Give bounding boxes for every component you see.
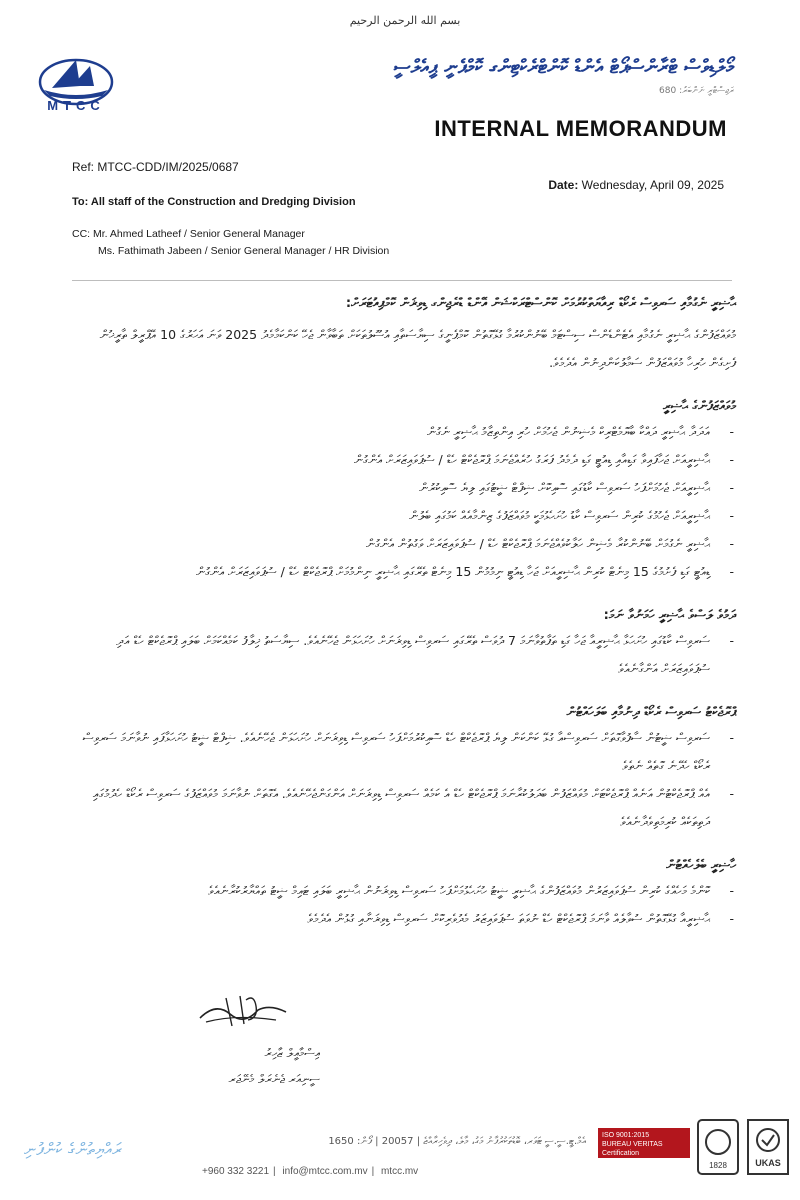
list-item: - ކޮންމެ މަހެއްގެ ކުރިން ސުޕަވައިޒަރުން މުވައްޒަފުންގެ ޙާޟިރީ ޝީޓު ހުށަހެޅުމަށްފަހު ސަރވިސް ޑިވިޜަނުން ޙާޟިރީ ބަލައި ޓައިމް ޝީޓު ތައްޔާރުކުރާނެއެވެ (72, 877, 736, 905)
bv-year: 1828 (709, 1161, 727, 1170)
logo-text: MTCC (47, 98, 105, 113)
reference-number: Ref: MTCC-CDD/IM/2025/0687 (72, 160, 239, 174)
intro-paragraph: މުވައްޒަފުންގެ ޙާޟިރީ ނެގުމާއި އެޓެންޑެންސް ސިސްޓަމް ބޭނުންކުރުމާ ގުޅޭގޮތުން ކޮމްޕެނީގެ ސިޔާސަތާއި އުސޫލުތަކަށް ތަބާވާން ޖެހޭ ކަންކަމާމެދު 2025 ވަނަ އަހަރުގެ 10 އޭޕްރީލް ތާރީޚުން ފެށިގެން ހުރިހާ މުވައްޒަފުން ސަމާލުކަންދިނުން އެދެމެވެ. (99, 327, 736, 370)
list-item: - އެއް ޕްރޮޖެކްޓުން އަނެއް ޕްރޮޖެކްޓަށް މުވައްޒަފުން ބަދަލުކުރާނަމަ ޕްރޮޖެކްޓް ހެޑް އެ ކަމެއް ސަރވިސް ޑިވިޜަނަށް އަންގަންޖެހޭނެއެވެ. އެގޮތަށް ނުވާނަމަ މުވައްޒަފުގެ ސަރވިސް ރެކޯޑް ހެދުމުގައި ދަތިތަކެއް ކުރިމަތިވެދާނެއެވެ (72, 780, 736, 836)
list-item: - ޙާޟިރީއާ ގުޅޭގޮތުން ސުވާލެއް ވާނަމަ ޕްރޮޖެކްޓް ހެޑް ނުވަތަ ސުޕަވައިޒަރު މެދުވެރިކޮށް ސަރވިސް ޑިވިޜަނާއި ގުޅުން އެދެމެވެ (72, 905, 736, 933)
list-item: - ޙާޟިރީއަށް ޖެހުމަށްފަހު ސަރވިސް ކާޑުގައި ސޮއިކޮށް ޝިފްޓް ޝީޓުގައި ލިޔެ ސޮއިކުރުން (72, 474, 736, 502)
bismillah: بسم الله الرحمن الرحيم (349, 14, 461, 27)
date-value: Wednesday, April 09, 2025 (581, 178, 724, 192)
ukas-icon (744, 1118, 792, 1176)
address-text: އެމް.ޓީ.ސީ.ސީ ޓަވަރ، ބޮޑުތަކުރުފާނު މަގު، މާލެ، ދިވެހިރާއްޖެ (423, 1136, 586, 1147)
footer-contacts: +960 332 3221 | info@mtcc.com.mv | mtcc.mv (202, 1166, 419, 1177)
list-item: - ޙާޟިރީއަށް ޖެހުމުގެ ކުރިން ސަރވިސް ކާޑު ހުށަހެޅުމަކީ މުވައްޒަފުގެ ޒިންމާއެއް ކަމުގައި ބެލުން (72, 502, 736, 530)
postal-code: 20057 (381, 1136, 414, 1147)
section-heading: މުވައްޒަފުންގެ ޙާޟިރީ (662, 399, 736, 414)
registration-number: ރަޖިސްޓްރީ ނަންބަރު: 680 (659, 86, 734, 96)
signature-mark (196, 992, 296, 1032)
service-record-list (72, 724, 736, 836)
email-link[interactable]: info@mtcc.com.mv (282, 1166, 368, 1177)
footer-address: އެމް.ޓީ.ސީ.ސީ ޓަވަރ، ބޮޑުތަކުރުފާނު މަގު، މާލެ، ދިވެހިރާއްޖެ | 20057 | ފޯން: 1650 (328, 1136, 586, 1147)
section-heading: ހާޟިރީ ބެލެހެއްޓުން (666, 858, 736, 873)
iso-line: ISO 9001:2015 (602, 1132, 650, 1139)
list-item: - އަދަދާ ޙާޟިރީ ދައްކާ ބާޔޮމެޓްރިކް މެޝިނުން ޖެހުމަށް ހުރި އިންތިޒާމު ޙާޟިރީ ނެގުން (72, 418, 736, 446)
org-name: މޯލްޑިވްސް ޓްރާންސްޕޯޓް އެންޑް ކޮންޓްރެކްޓިންގ ކޮމްޕެނީ ޕީއެލްސީ (393, 56, 734, 78)
section-heading: ޕްރޮޖެކްޓު ސަރވިސް ރެކޯޑް ދިނުމާއި ބަލަހައްޓުން (566, 705, 736, 720)
list-item: - ސަރވިސް ޝީޓުން ސާފުވާގޮތަށް ސަރވިސްއާ ގުޅޭ ކަންކަން ލިޔެ ޕްރޮޖެކްޓް ހެޑް ސޮއިކުރުމަށްފަހު ސަރވިސް ޑިވިޜަނަށް ހުށަހަޅަން ޖެހޭނެއެވެ. ޝިފްޓް ޝީޓު ހުށަހަޅާފައި ނުވާނަމަ ސަރވިސް ރެކޯޑް ހެދޭނެ ގޮތެއް ނެތެވެ (72, 724, 736, 780)
iso-line: BUREAU VERITAS (602, 1141, 663, 1148)
cc-line: CC: Mr. Ahmed Latheef / Senior General Manager (72, 228, 305, 240)
bureau-veritas-icon (694, 1118, 742, 1176)
ukas-label: UKAS (755, 1158, 781, 1168)
monitoring-list (72, 877, 736, 933)
phone-label: ފޯން: (356, 1136, 372, 1147)
iso-badge (598, 1128, 690, 1158)
phone-number[interactable]: +960 332 3221 (202, 1166, 270, 1177)
memo-date (548, 178, 724, 192)
footer-slogan: ރައްޔިތުންގެ ކުންފުނި (24, 1140, 123, 1160)
date-label: Date: (548, 178, 579, 192)
hotline: 1650 (328, 1136, 354, 1147)
list-item: - ޙާޟިރީއަށް ޖަހާފައިވާ ގަޑިއާއި ޑިއުޓީ ގަޑި ދެމެދު ފަރަގު ހުރެއްޖެނަމަ ޕްރޮޖެކްޓް ހެޑް / ސުޕަވައިޒަރަށް އެންގުން (72, 446, 736, 474)
website-link[interactable]: mtcc.mv (380, 1166, 419, 1177)
attendance-list (72, 418, 736, 586)
signer-title: ސީނިއަރ ޖެނެރަލް މެނޭޖަރ (228, 1072, 320, 1086)
divider (72, 280, 732, 281)
late-list (72, 627, 736, 683)
cc-line: Ms. Fathimath Jabeen / Senior General Manager / HR Division (98, 245, 390, 257)
cc-block (72, 226, 389, 260)
signer-name: އިސްމާއީލް ޒާހިރު (264, 1046, 320, 1060)
memo-body (72, 296, 736, 933)
memo-title: INTERNAL MEMORANDUM (434, 116, 727, 141)
list-item: - ޙާޟިރީ ނެގުމަށް ބޭނުންކުރާ މެޝިން ހަލާކުވެއްޖެނަމަ ޕްރޮޖެކްޓް ހެޑް / ސުޕަވައިޒަރަށް ވަގުތުން އެންގުން (72, 530, 736, 558)
section-heading: ދަމުވެ ލަސްވެ ޙާޟިރީ ހަމަނުވާ ނަމަ: (603, 608, 736, 623)
list-item: - ސަރވިސް ކާޑުގައި ހުށަހަޅާ ޙާޟިރީއާ ޖަހާ ގަޑި ތަފާތުވާނަމަ 7 ދުވަސް ތެރޭގައި ސަރވިސް ޑިވިޜަނަށް ހުށަހަޅަން ޖެހޭނެއެވެ. ސިޔާސަތު ޚިލާފު ކަމެއްކަމަށް ބަލައި ޕްރޮޖެކްޓް ހެޑް އަދި ސުޕަވައިޒަރަށް އަންގާނެއެވެ (72, 627, 736, 683)
recipient: To: All staff of the Construction and Dredging Division (72, 196, 356, 208)
iso-line: Certification (602, 1150, 639, 1157)
list-item: - ޑިއުޓީ ގަޑި ފެށުމުގެ 15 މިނެޓް ކުރިން ޙާޟިރީއަށް ޖަހާ ޑިއުޓީ ނިމުމުން 15 މިނެޓް ތެރޭގައި ޙާޟިރީ ނިންމުމަށް ޕްރޮޖެކްޓް ހެޑް / ސުޕަވައިޒަރަށް އެންގުން (72, 558, 736, 586)
subject-heading: ޙާޟިރީ ނެގުމާއި ސަރވިސް ރެކޯޑް ރިއާޔަތްކުރުމަށް ކޮންސްޓްރަކްޝަން އޭންޑް ޑްރެޖިންގ ޑިވިޜަން ކޮމްޕިއުޓަރަށް: (345, 296, 736, 311)
